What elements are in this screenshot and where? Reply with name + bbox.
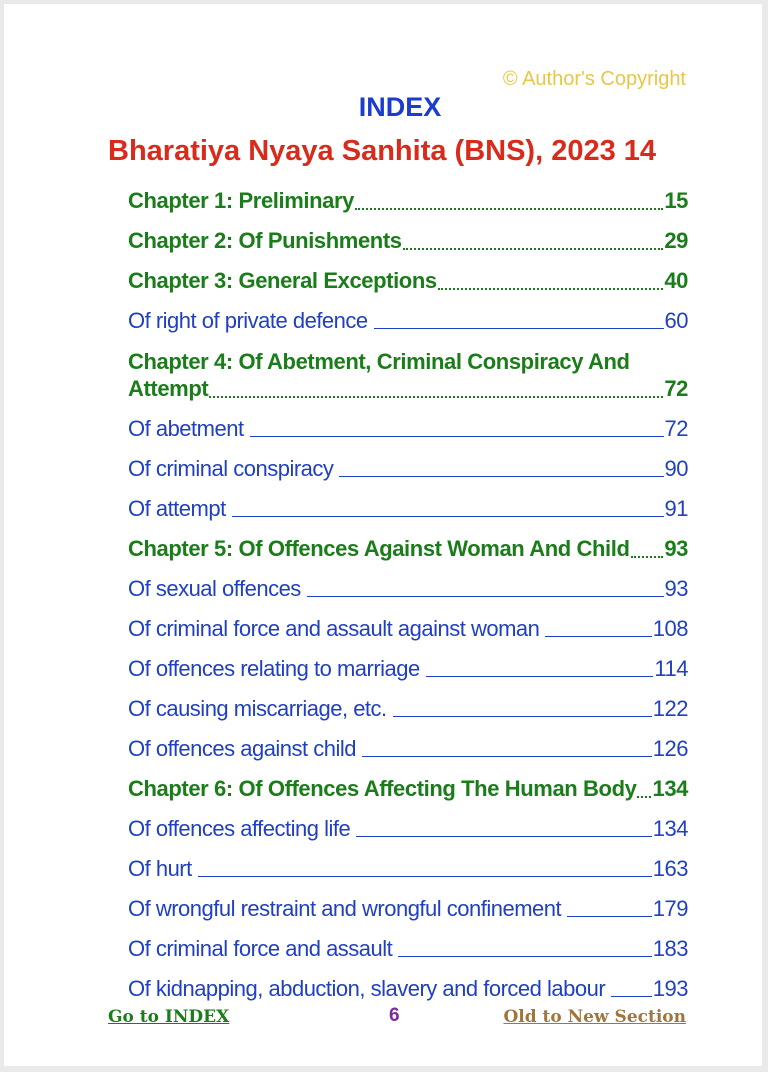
copyright-notice: © Author's Copyright [502, 68, 686, 90]
toc-entry-page: 108 [652, 616, 688, 641]
toc-entry-page: 126 [652, 736, 688, 761]
toc-chapter-entry[interactable] [128, 526, 688, 566]
toc-entry-page: 40 [664, 268, 688, 293]
toc-section-entry[interactable] [128, 606, 688, 646]
toc-leader-line [545, 636, 651, 637]
toc-entry-label: Of causing miscarriage, etc. [128, 696, 387, 721]
toc-section-entry[interactable] [128, 486, 688, 526]
toc-leader-line [631, 556, 664, 558]
toc-entry-label-line1: Chapter 4: Of Abetment, Criminal Conspiracy And [128, 349, 630, 374]
toc-chapter-entry[interactable] [128, 218, 688, 258]
toc-entry-label: Of offences against child [128, 736, 357, 761]
document-page [4, 4, 762, 1066]
toc-leader-line [426, 676, 654, 677]
toc-section-entry[interactable] [128, 846, 688, 886]
old-to-new-section-link[interactable]: Old to New Section [503, 1007, 686, 1027]
toc-entry-page: 91 [664, 496, 688, 521]
toc-leader-line [198, 876, 652, 877]
book-title: Bharatiya Nyaya Sanhita (BNS), 2023 14 [108, 135, 657, 167]
toc-section-entry[interactable] [128, 926, 688, 966]
toc-section-entry[interactable] [128, 406, 688, 446]
toc-section-entry[interactable] [128, 298, 688, 338]
toc-leader-line [307, 596, 664, 597]
toc-leader-line [567, 916, 652, 917]
toc-entry-label: Chapter 6: Of Offences Affecting The Human Body [128, 776, 637, 801]
toc-entry-label: Of offences relating to marriage [128, 656, 420, 681]
toc-leader-line [250, 436, 664, 437]
toc-leader-line [438, 288, 664, 290]
toc-entry-page: 134 [652, 816, 688, 841]
toc-leader-line [393, 716, 652, 717]
page-number: 6 [389, 1005, 400, 1026]
toc-entry-page: 183 [652, 936, 688, 961]
toc-leader-line [356, 836, 652, 837]
toc-entry-label: Of sexual offences [128, 576, 301, 601]
toc-entry-label: Chapter 2: Of Punishments [128, 228, 402, 253]
toc-section-entry[interactable] [128, 686, 688, 726]
toc-entry-page: 193 [652, 976, 688, 1001]
toc-entry-page: 93 [664, 576, 688, 601]
toc-leader-line [339, 476, 663, 477]
toc-entry-label: Of kidnapping, abduction, slavery and forced labour [128, 976, 606, 1001]
toc-entry-label: Of abetment [128, 416, 244, 441]
toc-entry-page: 163 [652, 856, 688, 881]
toc-chapter-entry[interactable] [128, 258, 688, 298]
toc-section-entry[interactable] [128, 726, 688, 766]
toc-section-entry[interactable] [128, 446, 688, 486]
toc-entry-page: 93 [664, 536, 688, 561]
toc-entry-label: Of criminal conspiracy [128, 456, 334, 481]
toc-leader-line [637, 796, 651, 798]
toc-section-entry[interactable] [128, 966, 688, 1006]
toc-entry-page: 60 [664, 308, 688, 333]
toc-leader-line [209, 396, 663, 398]
toc-section-entry[interactable] [128, 646, 688, 686]
toc-leader-line [355, 208, 663, 210]
toc-leader-line [374, 328, 664, 329]
toc-entry-page: 72 [664, 376, 688, 401]
toc-entry-line2 [128, 376, 688, 406]
toc-leader-line [362, 756, 652, 757]
toc-entry-label: Of criminal force and assault against woman [128, 616, 540, 641]
toc-entry-label: Of attempt [128, 496, 226, 521]
toc-entry-label: Chapter 1: Preliminary [128, 188, 354, 213]
toc-entry-page: 90 [664, 456, 688, 481]
toc-entry-label: Chapter 3: General Exceptions [128, 268, 437, 293]
toc-entry-page: 134 [652, 776, 688, 801]
toc-leader-line [232, 516, 664, 517]
toc-entry-page: 15 [664, 188, 688, 213]
index-heading: INDEX [358, 92, 442, 122]
toc-entry-label: Attempt [128, 376, 209, 401]
toc-chapter-entry[interactable] [128, 338, 688, 406]
toc-entry-page: 179 [652, 896, 688, 921]
toc-entry-label: Of offences affecting life [128, 816, 351, 841]
toc-entry-label: Of criminal force and assault [128, 936, 393, 961]
toc-section-entry[interactable] [128, 886, 688, 926]
toc-chapter-entry[interactable] [128, 766, 688, 806]
toc-entry-page: 122 [652, 696, 688, 721]
toc-chapter-entry[interactable] [128, 178, 688, 218]
toc-entry-label: Chapter 5: Of Offences Against Woman And Child [128, 536, 630, 561]
toc-section-entry[interactable] [128, 806, 688, 846]
go-to-index-link[interactable]: Go to INDEX [108, 1007, 230, 1027]
toc-entry-label: Of wrongful restraint and wrongful confinement [128, 896, 562, 921]
toc-section-entry[interactable] [128, 566, 688, 606]
toc-entry-label: Of right of private defence [128, 308, 368, 333]
toc-leader-line [403, 248, 664, 250]
toc-leader-line [398, 956, 652, 957]
table-of-contents [128, 178, 688, 1006]
toc-entry-page: 29 [664, 228, 688, 253]
toc-leader-line [611, 996, 652, 997]
toc-entry-page: 114 [654, 656, 688, 681]
toc-entry-page: 72 [664, 416, 688, 441]
toc-entry-label: Of hurt [128, 856, 192, 881]
